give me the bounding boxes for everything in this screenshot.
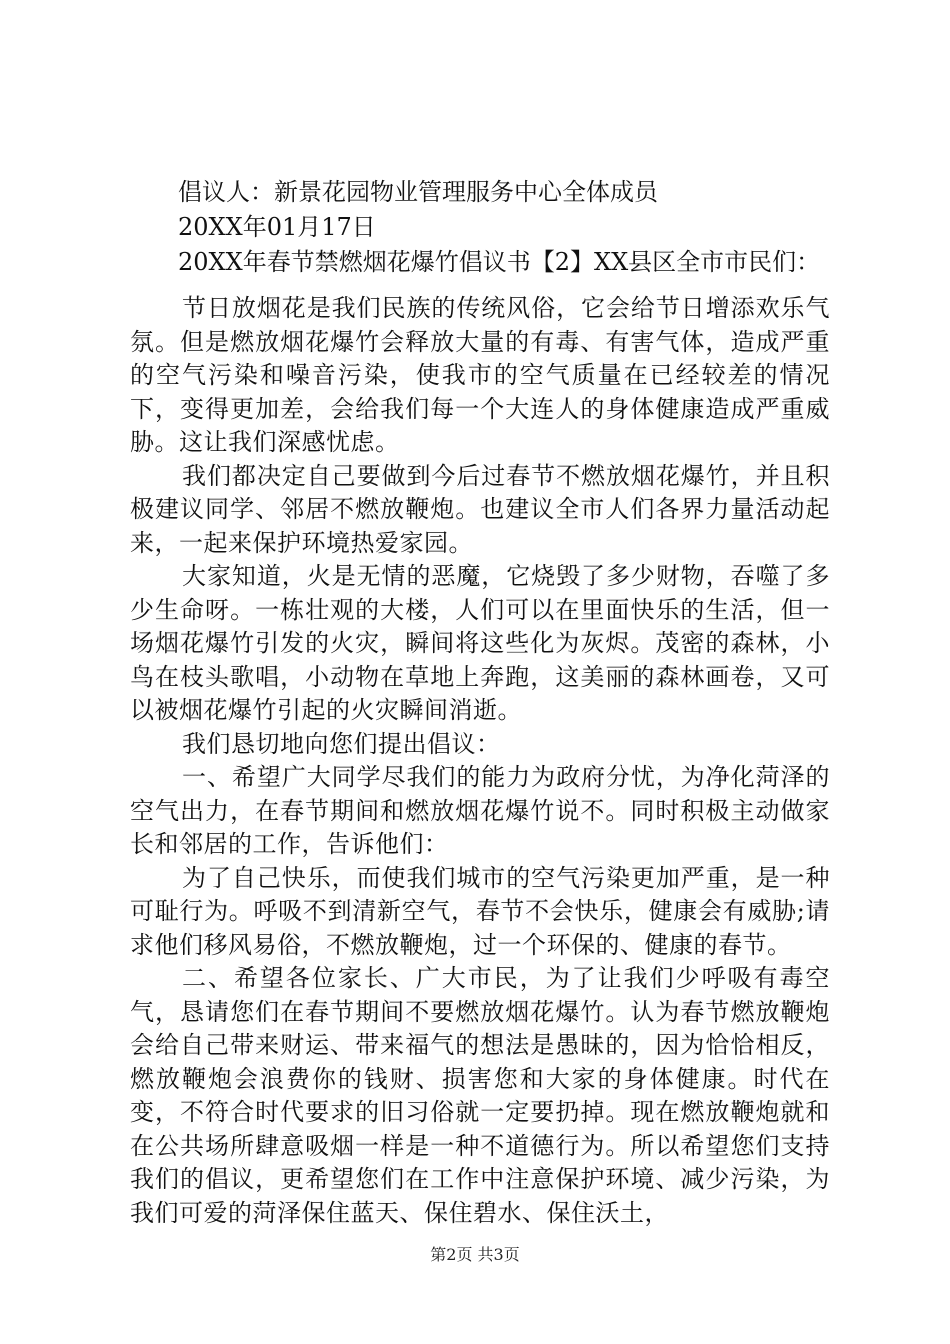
document-header <box>130 175 830 280</box>
paragraph-6: 为了自己快乐，而使我们城市的空气污染更加严重，是一种可耻行为。呼吸不到清新空气，春节不会快乐，健康会有威胁;请求他们移风易俗，不燃放鞭炮，过一个环保的、健康的春节。 <box>130 863 830 959</box>
paragraph-2: 我们都决定自己要做到今后过春节不燃放烟花爆竹，并且积极建议同学、邻居不燃放鞭炮。也建议全市人们各界力量活动起来，一起来保护环境热爱家园。 <box>130 461 830 557</box>
paragraph-7: 二、希望各位家长、广大市民，为了让我们少呼吸有毒空气，恳请您们在春节期间不要燃放烟花爆竹。认为春节燃放鞭炮会给自己带来财运、带来福气的想法是愚昧的，因为恰恰相反，燃放鞭炮会浪费你的钱财、损害您和大家的身体健康。时代在变，不符合时代要求的旧习俗就一定要扔掉。现在燃放鞭炮就和在公共场所肆意吸烟一样是一种不道德行为。所以希望您们支持我们的倡议，更希望您们在工作中注意保护环境、减少污染，为我们可爱的菏泽保住蓝天、保住碧水、保住沃土， <box>130 964 830 1227</box>
paragraph-4: 我们恳切地向您们提出倡议： <box>182 729 501 758</box>
initiator-line: 倡议人：新景花园物业管理服务中心全体成员 <box>178 178 658 206</box>
paragraph-1: 节日放烟花是我们民族的传统风俗，它会给节日增添欢乐气氛。但是燃放烟花爆竹会释放大量的有毒、有害气体，造成严重的空气污染和噪音污染，使我市的空气质量在已经较差的情况下，变得更加差，会给我们每一个大连人的身体健康造成严重威胁。这让我们深感忧虑。 <box>130 294 830 456</box>
paragraph-3: 大家知道，火是无情的恶魔，它烧毁了多少财物，吞噬了多少生命呀。一栋壮观的大楼，人们可以在里面快乐的生活，但一场烟花爆竹引发的火灾，瞬间将这些化为灰烬。茂密的森林，小鸟在枝头歌唱，小动物在草地上奔跑，这美丽的森林画卷，又可以被烟花爆竹引起的火灾瞬间消逝。 <box>130 562 830 724</box>
paragraph-5: 一、希望广大同学尽我们的能力为政府分忧，为净化菏泽的空气出力，在春节期间和燃放烟花爆竹说不。同时积极主动做家长和邻居的工作，告诉他们： <box>130 763 830 858</box>
document-body <box>130 292 830 1230</box>
page-number-footer: 第2页 共3页 <box>430 1245 520 1264</box>
date-line: 20XX年01月17日 <box>178 213 376 241</box>
title-line: 20XX年春节禁燃烟花爆竹倡议书【2】XX县区全市市民们： <box>178 248 821 276</box>
